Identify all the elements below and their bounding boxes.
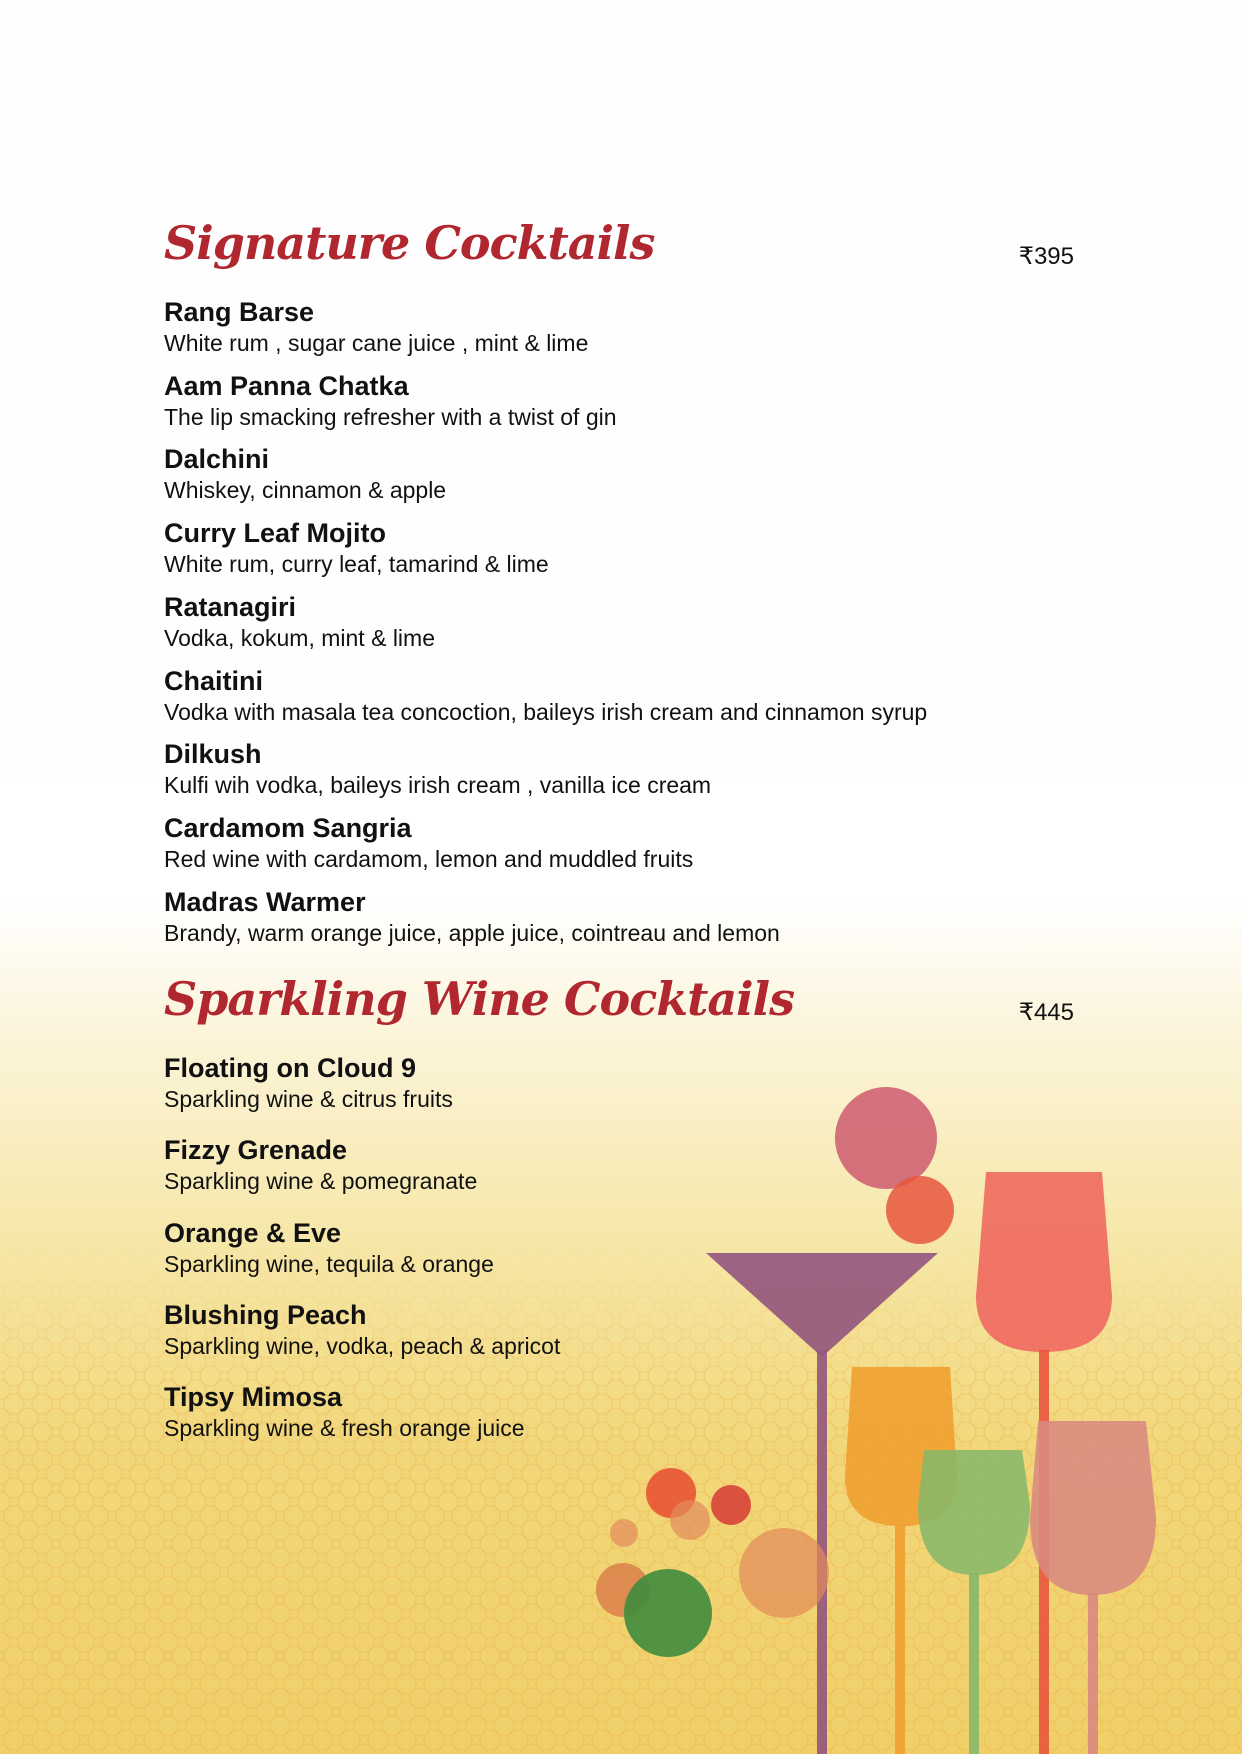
signature-cocktails-section xyxy=(164,216,1074,950)
item-name: Orange & Eve xyxy=(164,1218,342,1248)
item-description: Red wine with cardamom, lemon and muddled fruits xyxy=(164,846,694,872)
item-name: Fizzy Grenade xyxy=(164,1135,348,1165)
item-description: White rum, curry leaf, tamarind & lime xyxy=(164,551,549,577)
item-description: Sparkling wine & pomegranate xyxy=(164,1168,478,1194)
menu-item xyxy=(164,517,549,579)
item-name: Tipsy Mimosa xyxy=(164,1382,343,1412)
item-description: Vodka with masala tea concoction, baileys irish cream and cinnamon syrup xyxy=(164,699,928,725)
item-name: Rang Barse xyxy=(164,297,315,327)
menu-item xyxy=(164,370,617,432)
item-description: White rum , sugar cane juice , mint & lime xyxy=(164,330,589,356)
section-title: Signature Cocktails xyxy=(164,216,655,270)
menu-item xyxy=(164,1381,525,1443)
item-name: Madras Warmer xyxy=(164,887,366,917)
menu-item xyxy=(164,591,435,653)
menu-item xyxy=(164,812,693,874)
section-title: Sparkling Wine Cocktails xyxy=(164,972,794,1026)
item-description: Whiskey, cinnamon & apple xyxy=(164,477,447,503)
item-name: Dilkush xyxy=(164,739,262,769)
item-description: Kulfi wih vodka, baileys irish cream , vanilla ice cream xyxy=(164,772,712,798)
menu-item xyxy=(164,1299,560,1361)
item-name: Cardamom Sangria xyxy=(164,813,412,843)
menu-item xyxy=(164,886,780,948)
menu-item xyxy=(164,1217,494,1279)
item-description: Brandy, warm orange juice, apple juice, cointreau and lemon xyxy=(164,920,780,946)
menu-item xyxy=(164,665,927,727)
item-name: Ratanagiri xyxy=(164,592,297,622)
item-name: Aam Panna Chatka xyxy=(164,371,409,401)
section-price: ₹445 xyxy=(1018,999,1074,1026)
item-name: Blushing Peach xyxy=(164,1300,367,1330)
item-name: Floating on Cloud 9 xyxy=(164,1053,416,1083)
item-description: Sparkling wine & citrus fruits xyxy=(164,1086,453,1112)
menu-item xyxy=(164,296,588,358)
menu-item xyxy=(164,1134,477,1196)
item-description: Sparkling wine, tequila & orange xyxy=(164,1251,494,1277)
item-name: Dalchini xyxy=(164,444,270,474)
item-description: Sparkling wine, vodka, peach & apricot xyxy=(164,1333,561,1359)
item-name: Curry Leaf Mojito xyxy=(164,518,387,548)
menu-item xyxy=(164,443,446,505)
item-description: The lip smacking refresher with a twist of gin xyxy=(164,404,617,430)
menu-item xyxy=(164,1052,453,1114)
item-description: Vodka, kokum, mint & lime xyxy=(164,625,435,651)
item-name: Chaitini xyxy=(164,666,263,696)
menu-item xyxy=(164,738,711,800)
section-price: ₹395 xyxy=(1018,243,1074,270)
item-description: Sparkling wine & fresh orange juice xyxy=(164,1415,525,1441)
sparkling-wine-cocktails-section xyxy=(164,972,1074,1456)
